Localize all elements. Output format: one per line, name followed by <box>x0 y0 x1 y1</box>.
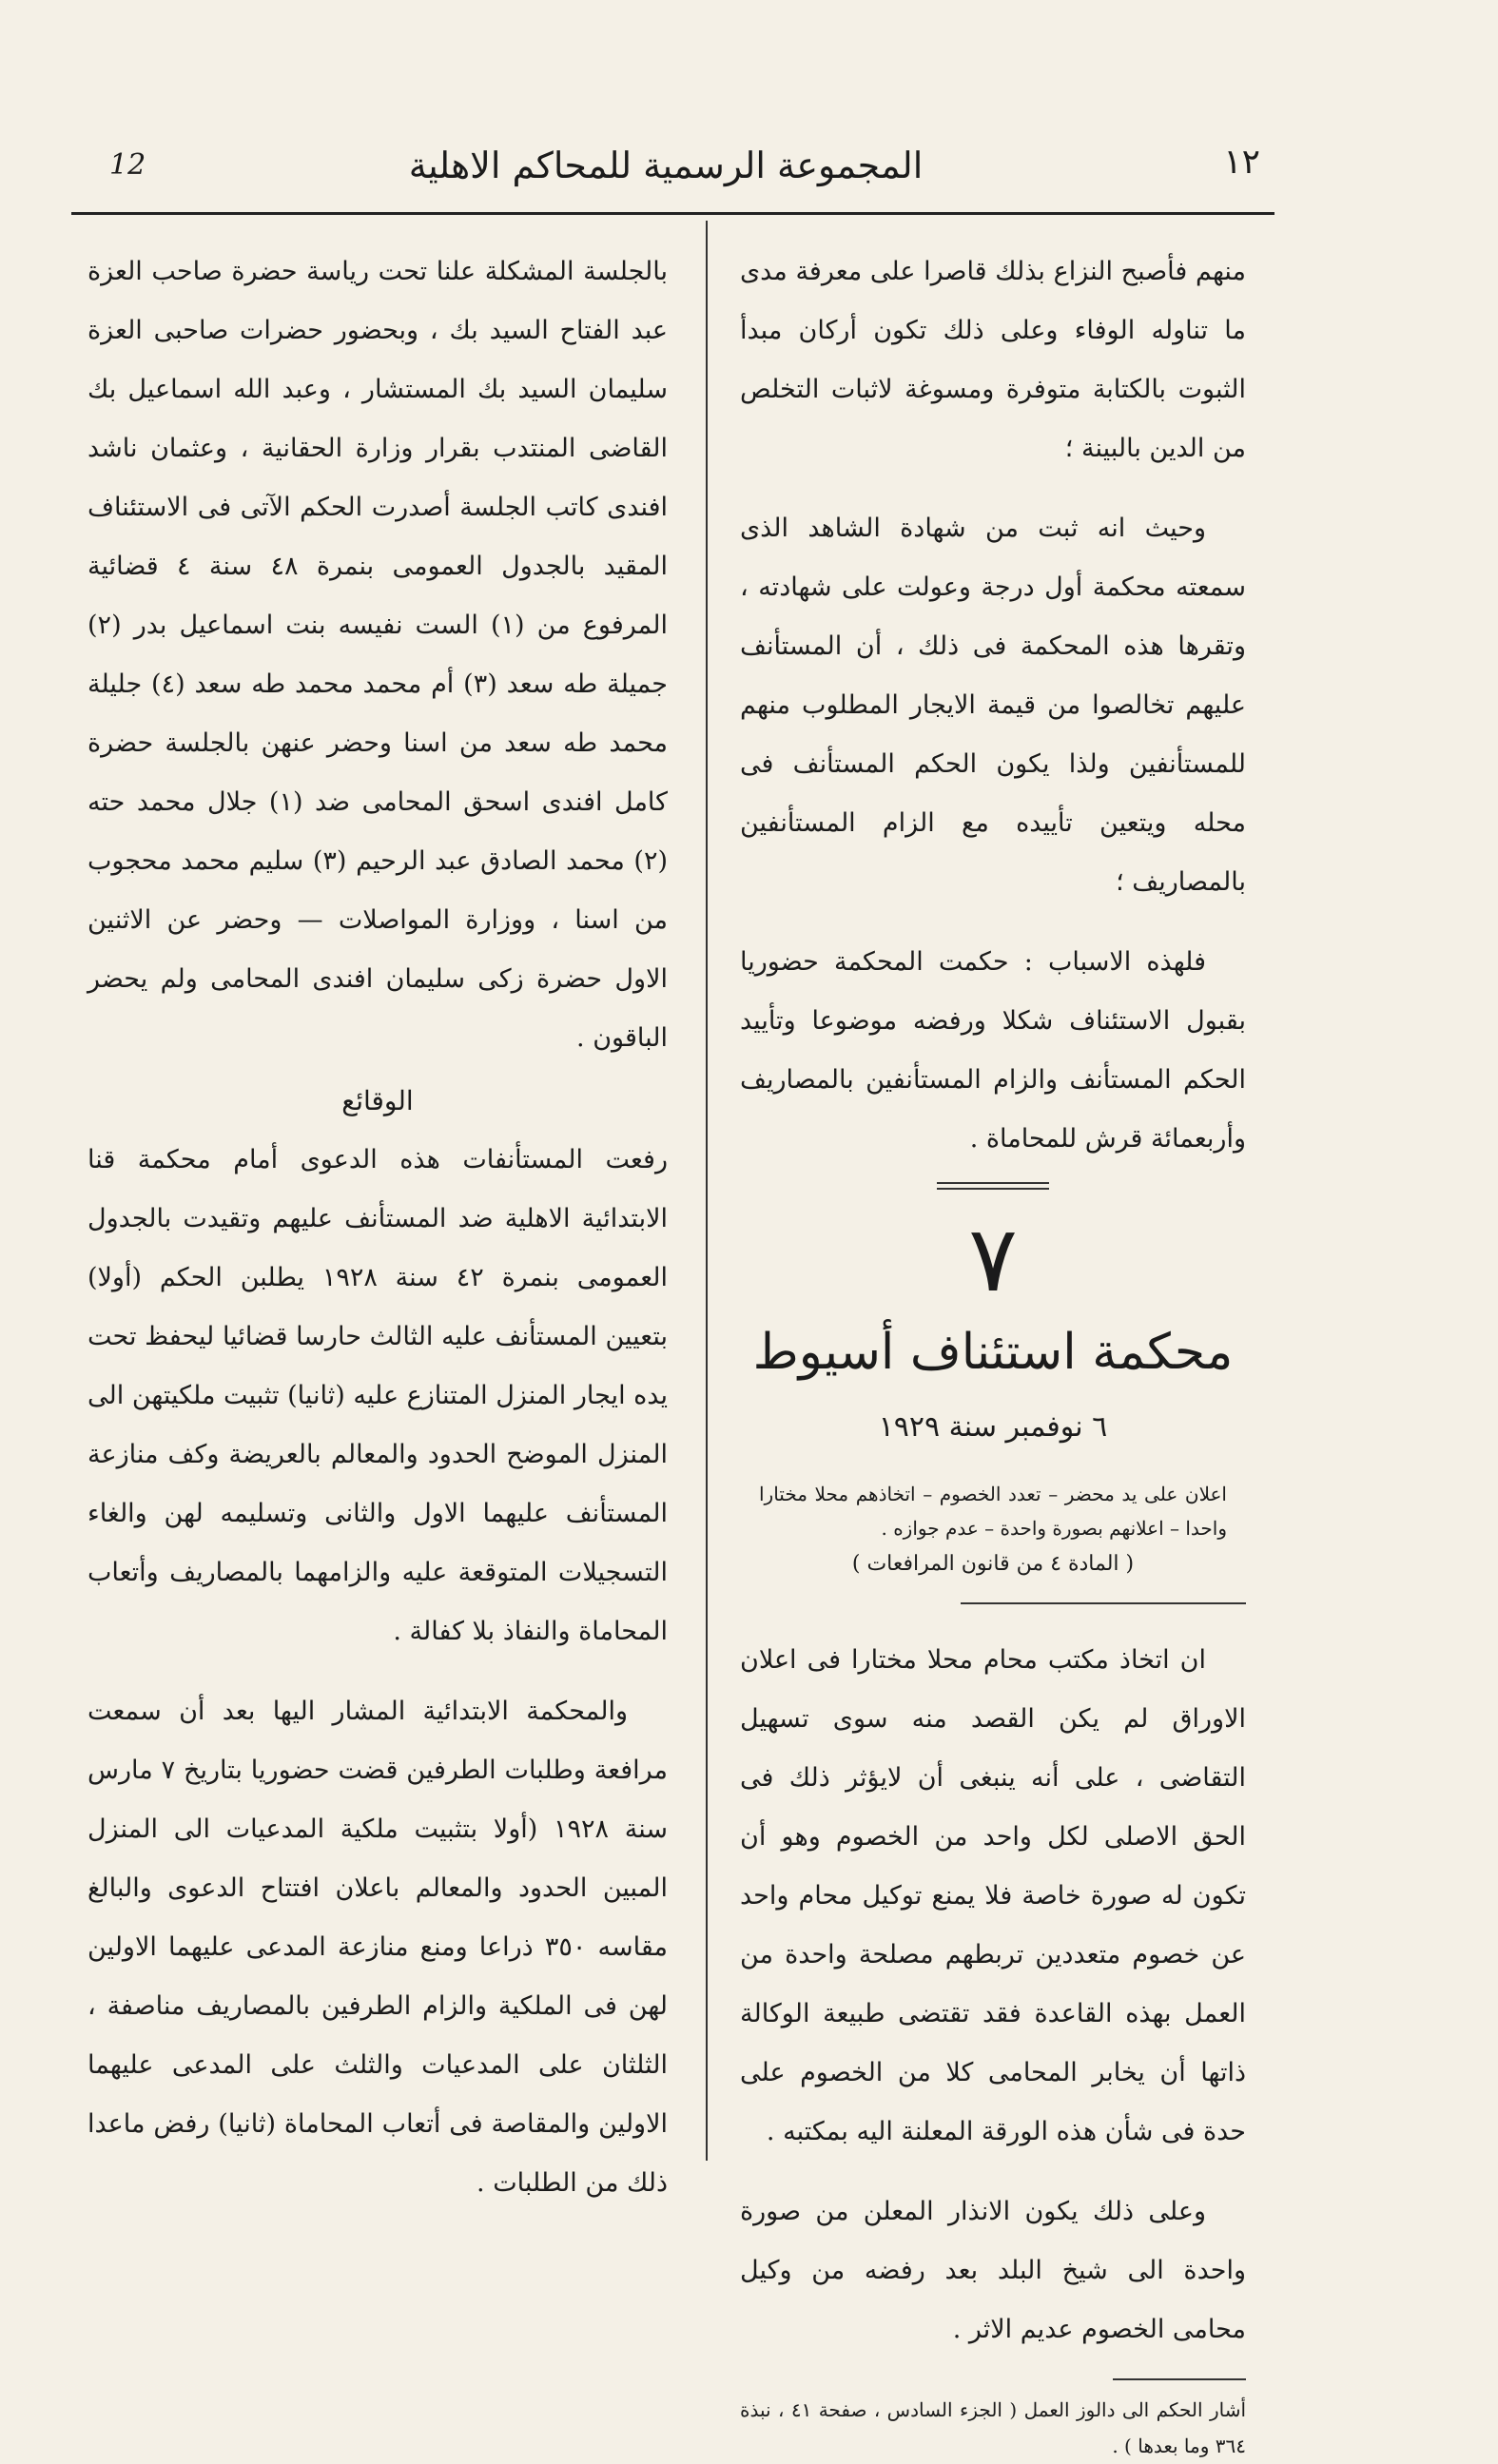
facts-paragraph: رفعت المستأنفات هذه الدعوى أمام محكمة قنا الابتدائية الاهلية ضد المستأنف عليهم وتقيدت بالجدول العمومى بنمرة ٤٢ سنة ١٩٢٨ يطلبن الحكم (أولا) بتعيين المستأنف عليه الثالث حارسا قضائيا ليحفظ تحت يده ايجار المنزل المتنازع عليه (ثانيا) تثبيت ملكيتهن الى المنزل الموضح الحدود والمعالم بالعريضة وكف منازعة المستأنف عليهما الاول والثانى وتسليمه لهن والغاء التسجيلات المتوقعة عليه والزامهما بالمصاريف وأتعاب المحاماة والنفاذ بلا كفالة . <box>88 1145 669 1646</box>
principle-paragraph: وعلى ذلك يكون الانذار المعلن من صورة واحدة الى شيخ البلد بعد رفضه من وكيل محامى الخصوم عديم الاثر . <box>740 2197 1246 2344</box>
page-header <box>67 143 1265 200</box>
session-intro: بالجلسة المشكلة علنا تحت رياسة حضرة صاحب العزة عبد الفتاح السيد بك ، وبحضور حضرات صاحبى العزة سليمان السيد بك المستشار ، وعبد الله اسماعيل بك القاضى المنتدب بقرار وزارة الحقانية ، وعثمان ناشد افندى كاتب الجلسة أصدرت الحكم الآتى فى الاستئناف المقيد بالجدول العمومى بنمرة ٤٨ سنة ٤ قضائية المرفوع من (١) الست نفيسه بنت اسماعيل بدر (٢) جميلة طه سعد (٣) أم محمد محمد طه سعد (٤) جليلة محمد طه سعد من اسنا وحضر عنهن بالجلسة حضرة كامل افندى اسحق المحامى ضد (١) جلال محمد حته (٢) محمد الصادق عبد الرحيم (٣) سليم محمد محجوب من اسنا ، ووزارة المواصلات — وحضر عن الاثنين الاول حضرة زكى سليمان افندى المحامى ولم يحضر الباقون . <box>88 257 669 1053</box>
footnote: أشار الحكم الى دالوز العمل ( الجزء السادس ، صفحة ٤١ ، نبذة ٣٦٤ وما بعدها ) . <box>740 2398 1247 2457</box>
section-separator <box>937 1182 1049 1190</box>
left-column <box>88 243 668 2213</box>
court-name: محكمة استئناف أسيوط <box>752 1324 1234 1381</box>
facts-paragraph: والمحكمة الابتدائية المشار اليها بعد أن سمعت مرافعة وطلبات الطرفين قضت حضوريا بتاريخ ٧ مارس سنة ١٩٢٨ (أولا بتثبيت ملكية المدعيات الى المنزل المبين الحدود والمعالم باعلان افتتاح الدعوى والبالغ مقاسه ٣٥٠ ذراعا ومنع منازعة المدعى عليهما الاولين لهن فى الملكية والزام الطرفين بالمصاريف مناصفة ، الثلثان على المدعيات والثلث على المدعى عليهما الاولين والمقاصة فى أتعاب المحاماة (ثانيا) رفض ماعدا ذلك من الطلبات . <box>88 1697 669 2198</box>
case-summary: اعلان على يد محضر – تعدد الخصوم – اتخاذهم محلا مختارا واحدا – اعلانهم بصورة واحدة – عدم جوازه . <box>759 1483 1227 1540</box>
page-number-arabic: ١٢ <box>1223 143 1260 182</box>
summary-reference: ( المادة ٤ من قانون المرافعات ) <box>851 1552 1135 1576</box>
header-rule <box>71 212 1274 215</box>
paragraph: فلهذه الاسباب : حكمت المحكمة حضوريا بقبول الاستئناف شكلا ورفضه موضوعا وتأييد الحكم المستأنف والزام المستأنفين بالمصاريف وأربعمائة قرش للمحاماة . <box>740 947 1246 1154</box>
principle-paragraph: ان اتخاذ مكتب محام محلا مختارا فى اعلان الاوراق لم يكن القصد منه سوى تسهيل التقاضى ، على أنه ينبغى أن لايؤثر ذلك فى الحق الاصلى لكل واحد من الخصوم وهو أن تكون له صورة خاصة فلا يمنع توكيل محام واحد عن خصوم متعددين تربطهم مصلحة واحدة من العمل بهذه القاعدة فقد تقتضى طبيعة الوكالة ذاتها أن يخابر المحامى كلا من الخصوم على حدة فى شأن هذه الورقة المعلنة اليه بمكتبه . <box>740 1645 1246 2146</box>
right-column <box>740 243 1246 2464</box>
facts-heading: الوقائع <box>341 1085 414 1116</box>
paragraph: وحيث انه ثبت من شهادة الشاهد الذى سمعته محكمة أول درجة وعولت على شهادته ، وتقرها هذه المحكمة فى ذلك ، أن المستأنف عليهم تخالصوا من قيمة الايجار المطلوب منهم للمستأنفين ولذا يكون الحكم المستأنف فى محله ويتعين تأييده مع الزام المستأنفين بالمصاريف ؛ <box>740 514 1246 897</box>
column-divider <box>706 221 708 2161</box>
footnote-rule <box>1113 2378 1246 2380</box>
case-number: ٧ <box>968 1206 1018 1312</box>
running-title: المجموعة الرسمية للمحاكم الاهلية <box>408 145 924 186</box>
page-number-latin: 12 <box>109 148 146 182</box>
summary-rule <box>961 1602 1246 1604</box>
paragraph: منهم فأصبح النزاع بذلك قاصرا على معرفة مدى ما تناوله الوفاء وعلى ذلك تكون أركان مبدأ الثبوت بالكتابة متوفرة ومسوغة لاثبات التخلص من الدين بالبينة ؛ <box>740 257 1246 463</box>
judgment-date: ٦ نوفمبر سنة ١٩٢٩ <box>878 1410 1108 1444</box>
